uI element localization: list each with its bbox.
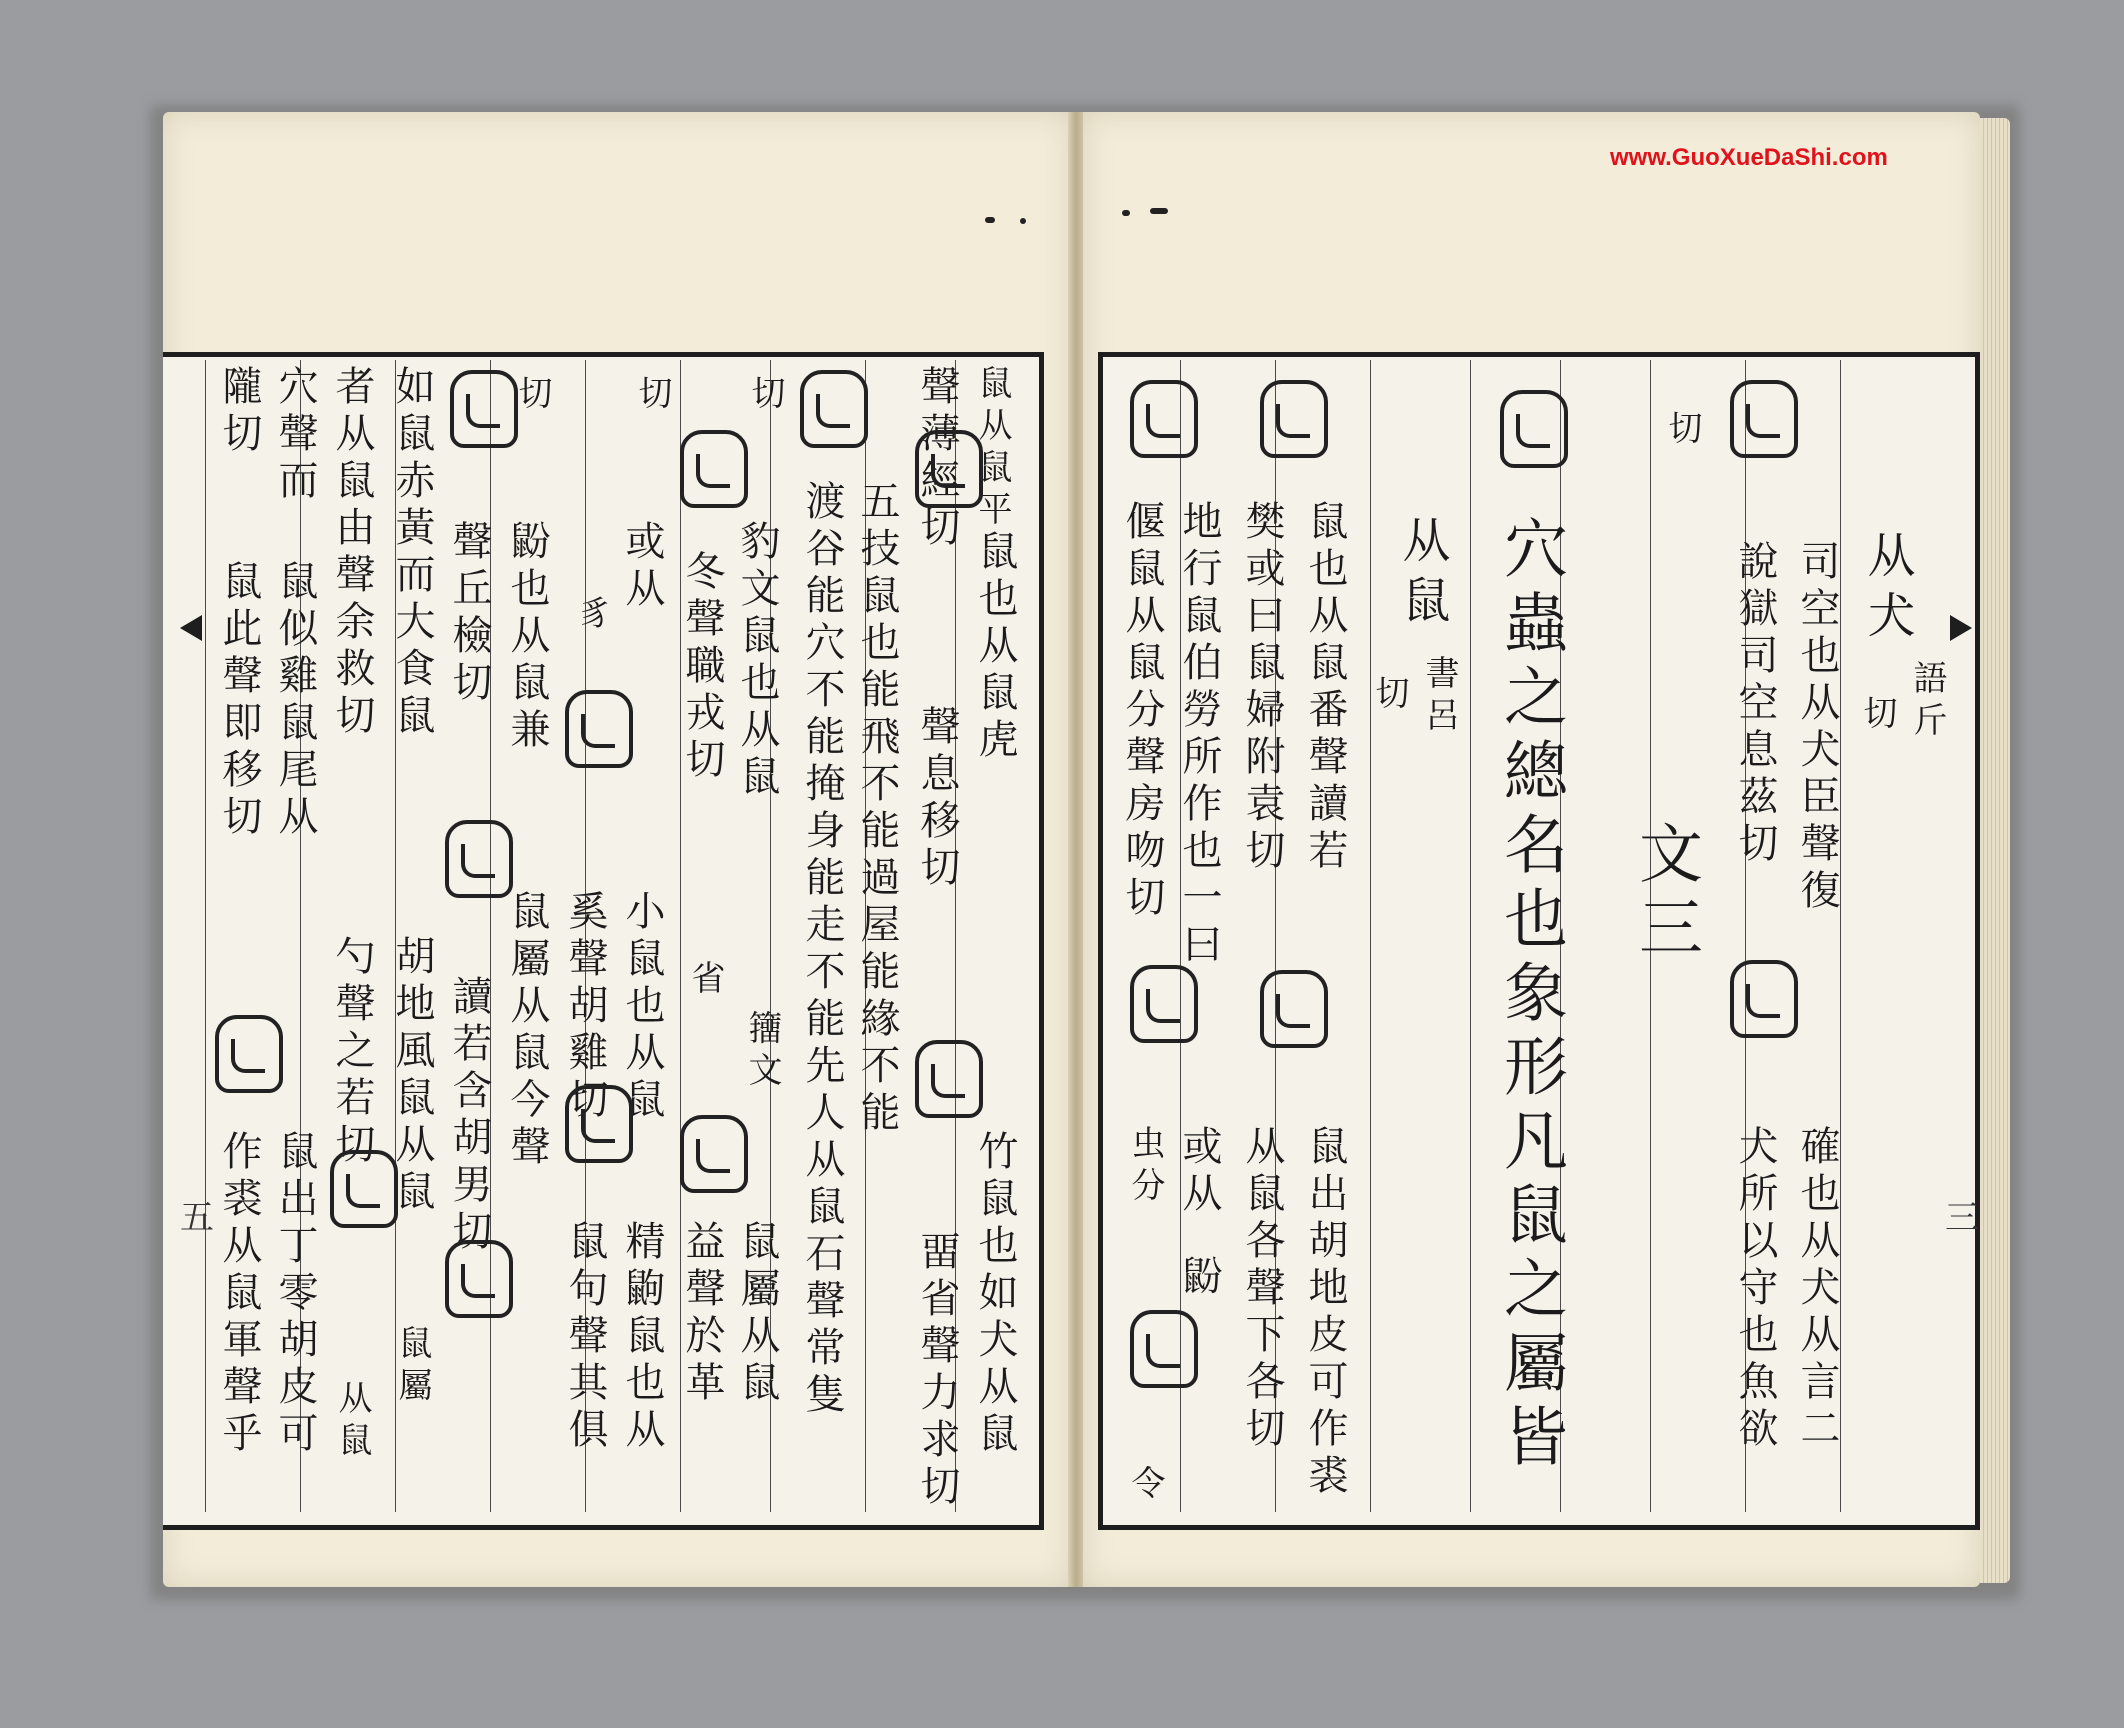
text-column: 說獄司空息茲切: [1732, 540, 1778, 869]
text-column: 鼠也从鼠番聲讀若: [1302, 500, 1348, 876]
text-column: 畱省聲力求切: [914, 1230, 960, 1512]
seal-script-glyph: [330, 1150, 398, 1228]
binding-mark: [1150, 208, 1168, 214]
text-column: 从鼠: [332, 1380, 372, 1464]
text-column: 籒文: [742, 1010, 782, 1094]
text-column: 或从: [1176, 1125, 1222, 1219]
seal-script-glyph: [1130, 1310, 1198, 1388]
text-column: 鼠屬从鼠今聲: [504, 890, 550, 1172]
text-column: 鼢: [1176, 1255, 1222, 1302]
seal-script-glyph: [915, 430, 983, 508]
text-column: 胡地風鼠从鼠: [389, 935, 435, 1217]
text-column: 鼠从鼠平: [972, 365, 1012, 533]
text-column: 鼠屬: [392, 1325, 432, 1409]
text-column: 切: [632, 375, 672, 417]
text-column: 讀若含胡男切: [446, 975, 492, 1257]
page-number-right: 三: [1945, 1198, 1979, 1238]
seal-script-glyph: [915, 1040, 983, 1118]
seal-script-glyph: [450, 370, 518, 448]
text-column: 切: [745, 375, 785, 417]
seal-script-glyph: [445, 1240, 513, 1318]
text-column: 地行鼠伯勞所作也一曰: [1176, 500, 1222, 970]
text-column: 精鼩鼠也从: [619, 1220, 665, 1455]
seal-script-glyph: [800, 370, 868, 448]
pronunciation-note: 語斤: [1907, 660, 1947, 744]
text-column: 確也从犬从言二: [1794, 1125, 1840, 1454]
text-column: 穴聲而: [272, 365, 318, 506]
binding-mark: [1020, 218, 1026, 224]
binding-mark: [1122, 210, 1130, 216]
text-column: 豹文鼠也从鼠: [734, 520, 780, 802]
radical-definition: 穴蟲之總名也象形凡鼠之屬皆: [1493, 515, 1567, 1477]
text-column: 聲息移切: [914, 705, 960, 893]
text-column: 鼠句聲其俱: [562, 1220, 608, 1455]
watermark: www.GuoXueDaShi.com: [1610, 144, 1888, 171]
text-column: 鼠似雞鼠尾从: [272, 560, 318, 842]
text-column: 勺聲之若切: [329, 935, 375, 1170]
text-column: 小鼠也从鼠: [619, 890, 665, 1125]
text-column: 切: [512, 375, 552, 417]
text-column: 樊或曰鼠婦附袁切: [1239, 500, 1285, 876]
text-column: 作裘从鼠軍聲乎: [216, 1130, 262, 1459]
text-column: 者从鼠由聲余救切: [329, 365, 375, 741]
text-column: 豸: [572, 595, 612, 637]
text-column: 省: [685, 960, 725, 1002]
pronunciation-note: 切: [1369, 675, 1409, 717]
pronunciation-note: 切: [1857, 695, 1897, 737]
text-column: 偃鼠从鼠分聲房吻切: [1119, 500, 1165, 923]
page-number-left: 五: [180, 1198, 214, 1238]
text-column: 从鼠各聲下各切: [1239, 1125, 1285, 1454]
text-column: 或从: [619, 520, 665, 614]
seal-script-glyph: [565, 690, 633, 768]
text-column: 鼠屬从鼠: [734, 1220, 780, 1408]
seal-script-glyph: [1260, 970, 1328, 1048]
text-column: 鼠出丁零胡皮可: [272, 1130, 318, 1459]
text-column: 聲薄經切: [914, 365, 960, 553]
text-column: 聲丘檢切: [446, 520, 492, 708]
text-column: 切: [1662, 410, 1702, 452]
text-column: 司空也从犬臣聲復: [1794, 540, 1840, 916]
text-column: 从鼠: [1394, 515, 1450, 635]
text-column: 渡谷能穴不能掩身能走不能先人从鼠石聲常隻: [799, 480, 845, 1420]
seal-script-glyph: [680, 430, 748, 508]
text-column: 鼠也从鼠虎: [972, 530, 1018, 765]
text-column: 鼠此聲即移切: [216, 560, 262, 842]
text-column: 鼠出胡地皮可作裘: [1302, 1125, 1348, 1501]
text-column: 竹鼠也如犬从鼠: [972, 1130, 1018, 1459]
text-column: 冬聲職戎切: [679, 550, 725, 785]
text-column: 奚聲胡雞切: [562, 890, 608, 1125]
seal-script-glyph: [215, 1015, 283, 1093]
text-column: 虫分: [1125, 1125, 1165, 1209]
text-column: 隴切: [216, 365, 262, 459]
seal-script-glyph: [1730, 960, 1798, 1038]
seal-script-glyph: [1730, 380, 1798, 458]
text-column: 五技鼠也能飛不能過屋能緣不能: [854, 480, 900, 1138]
text-column: 令: [1125, 1465, 1165, 1507]
seal-script-glyph: [680, 1115, 748, 1193]
seal-script-glyph: [565, 1085, 633, 1163]
text-column: 犬所以守也魚欲: [1732, 1125, 1778, 1454]
seal-script-glyph: [1260, 380, 1328, 458]
text-column: 鼢也从鼠兼: [504, 520, 550, 755]
seal-script-glyph: [1130, 965, 1198, 1043]
text-column: 如鼠赤黃而大食鼠: [389, 365, 435, 741]
binding-mark: [985, 217, 995, 223]
seal-script-glyph: [1500, 390, 1568, 468]
entry-header: 从犬: [1859, 530, 1915, 650]
seal-script-glyph: [1130, 380, 1198, 458]
seal-script-glyph: [445, 820, 513, 898]
pronunciation-note: 書呂: [1419, 655, 1459, 739]
section-count: 文三: [1628, 820, 1702, 968]
text-column: 益聲於革: [679, 1220, 725, 1408]
page-edges: [1980, 118, 2010, 1583]
